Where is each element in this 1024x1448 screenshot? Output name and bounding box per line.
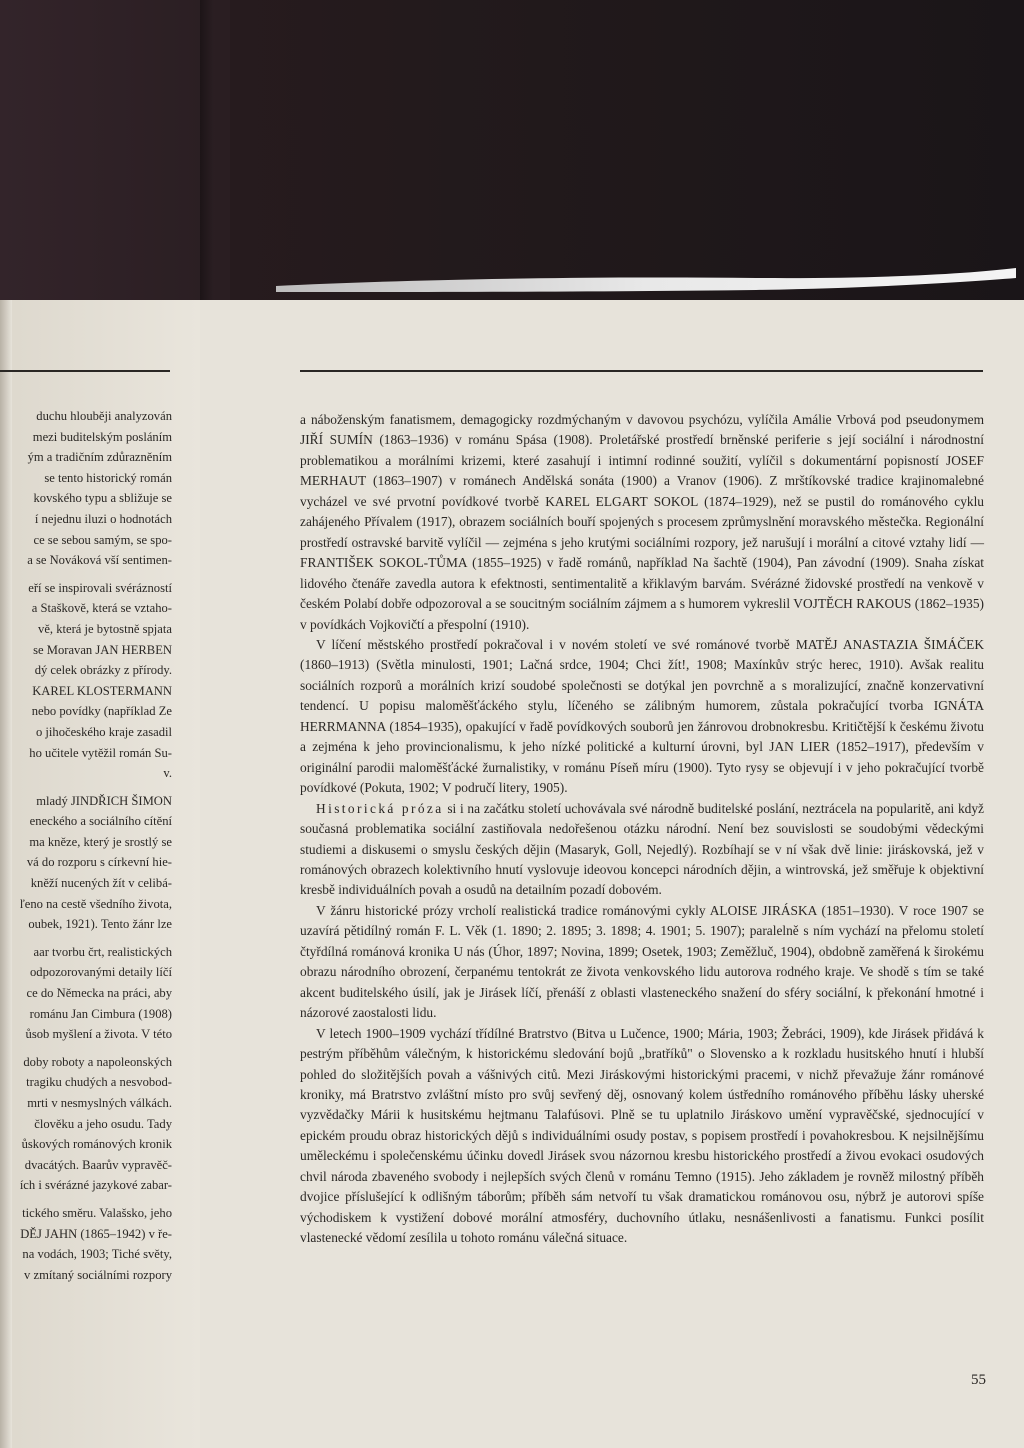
left-text-line: v. [163, 766, 172, 781]
left-text-line: ce se sebou samým, se spo- [33, 532, 172, 547]
left-paragraph [0, 578, 172, 784]
left-text-line: oubek, 1921). Tento žánr lze [28, 917, 172, 932]
left-page-text-column [0, 406, 172, 1366]
left-text-line: dý celek obrázky z přírody. [34, 663, 172, 678]
left-text-line: v zmítaný sociálními rozpory [24, 1267, 172, 1282]
left-text-line: mrti v nesmyslných válkách. [27, 1096, 172, 1110]
left-text-line: ce do Německa na práci, aby [26, 986, 172, 1001]
paragraph-2: V líčení městského prostředí pokračoval i v novém století ve své románové tvorbě MATĚJ ANASTAZIA ŠIMÁČEK (1860–1913) (Světla minulosti, 1901; Lačná srdce, 1904; Chci žít!, 1908; Maxínkův strýc herec, 1910). Avšak realitu sociálních rozporů a morálních krizí soudobé společnosti se dotýkal jen povrchně a s moralizující, značně konzervativní tendencí. U popisu maloměšťáckého stylu, líčeného se zálibným humorem, zůstala pokračující tvorba IGNÁTA HERRMANNA (1854–1935), opakující v řadě povídkových souborů jen žánrovou drobnokresbu. Kritičtější k českému životu a zejména k jeho provincionalismu, k jeho nízké politické a kulturní úrovni, byl JAN LIER (1852–1917), především v originální parodii maloměšťácké žurnalistiky, v románu Píseň míru (1900). Tyto rysy se objevují i v jeho pokračující tvorbě povídkové (Pokuta, 1902; V područí litery, 1905). [300, 636, 984, 796]
left-text-line: kovského typu a sbližuje se [33, 491, 172, 506]
left-text-line: se Moravan JAN HERBEN [33, 642, 172, 657]
left-text-line: na vodách, 1903; Tiché světy, [22, 1247, 172, 1262]
left-paragraph [0, 1203, 172, 1285]
left-text-line: odpozorovanými detaily líčí [30, 965, 172, 980]
left-paragraph [0, 942, 172, 1045]
left-text-line: duchu hlouběji analyzován [36, 409, 172, 423]
left-text-line: ma kněze, který je srostlý se [29, 834, 172, 849]
left-text-line: doby roboty a napoleonských [23, 1054, 172, 1069]
left-text-line: eří se inspirovali svérázností [28, 580, 172, 595]
left-text-line: mladý JINDŘICH ŠIMON [36, 793, 172, 808]
section-heading: Historická próza [316, 800, 444, 816]
left-text-line: mezi buditelským posláním [32, 429, 172, 444]
paragraph-4: V žánru historické prózy vrcholí realistická tradice románovými cykly ALOISE JIRÁSKA (1851–1930). V roce 1907 se uzavírá pětidílný román F. L. Věk (1. 1890; 2. 1895; 3. 1898; 4. 1901; 5. 1907); paralelně s ním vychází na přelomu století čtyřdílná románová kronika U nás (Úhor, 1897; Novina, 1899; Osetek, 1903; Zeměžluč, 1904), obdobně zaměřená k širokému obrazu národního obrození, čerpanému tentokrát ze života venkovského lidu autorova rodného kraje. Ve shodě s tím se také akcent buditelského úsilí, jak je Jirásek líčí, přenáší z oblasti vlasteneckého snažení do sféry sociální, k překonání hmotné i názorové zaostalosti lidu. [300, 902, 984, 1021]
left-text-line: a se Nováková vší sentimen- [27, 553, 172, 568]
left-text-line: dvacátých. Baarův vypravěč- [24, 1157, 172, 1172]
left-text-line: nebo povídky (například Ze [31, 704, 172, 719]
left-text-line: DĚJ JAHN (1865–1942) v ře- [20, 1226, 172, 1241]
left-text-line: se tento historický román [44, 470, 172, 485]
header-rule-left [0, 370, 170, 372]
left-text-line: eneckého a sociálního cítění [29, 814, 172, 829]
left-paragraph [0, 1052, 172, 1196]
left-text-line: ích i svérázné jazykové zabar- [19, 1178, 172, 1193]
paragraph-3-text: si i na začátku století uchovávala své národně buditelské poslání, neztrácela na popularitě, ani když současná problematika sociální zastiňovala nedořešenou otázku národní. Není bez souvislosti se soudobými vědeckými studiemi a diskusemi o smyslu českých dějin (Masaryk, Goll, Nejedlý). Rozbíhají se v ní však dvě linie: jiráskovská, jež v románových obrazech kolektivního hnutí vyslovuje ideovou koncepci národních dějin, a wintrovská, jež směřuje k objektivní kresbě individuálních povah a osudů na detailním pozadí dobovém. [300, 800, 984, 898]
left-text-line: aar tvorbu črt, realistických [33, 944, 172, 959]
left-text-line: člověku a jeho osudu. Tady [34, 1116, 172, 1131]
left-text-line: tragiku chudých a nesvobod- [26, 1075, 172, 1090]
left-text-line: í nejednu iluzi o hodnotách [34, 511, 172, 526]
header-rule-right [300, 370, 983, 372]
book-cover-background [0, 0, 1024, 300]
left-text-line: ůskových románových kronik [21, 1137, 172, 1152]
paragraph-5: V letech 1900–1909 vychází třídílné Bratrstvo (Bitva u Lučence, 1900; Mária, 1903; Žebráci, 1909), kde Jirásek přidává k pestrým příběhům válečným, k historickému sledování bojů „bratříků" o Slovensko a k rozkladu husitského hnutí i hlubší pohled do složitějších povah a vášnivých citů. Mezi Jiráskovými historickými pracemi, v nichž převažuje žánr románové kroniky, má Bratrstvo zvláštní místo pro svůj sevřený děj, osnovaný kolem ústředního románového příběhu lásky uherské vyzvědačky Márii k husitskému hejtmanu Talafúsovi. Plně se tu uplatnilo Jiráskovo umění vypravěčské, sjednocující v epickém proudu obraz historických dějů s individuálními osudy postav, s popisem prostředí i povahokresbou. K nejsilnějšímu uměleckému i společenskému účinku dovedl Jirásek svou názornou kresbu historického prostředí a živou evokaci osudových chvil národa zbaveného svobody i nejlepších svých členů v románu Temno (1915). Jeho základem je rovněž milostný příběh dvojice příslušející k odlišným táborům; příběh sám netvoří tu však dramatickou románovou osu, nýbrž je autorovi spíše východiskem k vystižení dobové morální atmosféry, duchovního útlaku, nesnášenlivosti a fanatismu. Funkci posílit vlastenecké vědomí zesílila u tohoto románu válečná situace. [300, 1025, 984, 1246]
left-text-line: románu Jan Cimbura (1908) [29, 1006, 172, 1021]
left-text-line: ůsob myšlení a života. V této [25, 1027, 172, 1042]
left-text-line: o jihočeského kraje zasadil [35, 724, 172, 739]
main-text-column [300, 410, 984, 1350]
left-text-line: kněží nucených žít v celibá- [30, 876, 172, 891]
left-text-line: KAREL KLOSTERMANN [32, 683, 172, 698]
left-text-line: ľeno na cestě všedního života, [19, 896, 172, 911]
left-text-line: vě, která je bytostně spjata [38, 621, 172, 636]
left-paragraph [0, 406, 172, 571]
left-text-line: vá do rozporu s církevní hie- [26, 855, 172, 870]
left-paragraph [0, 791, 172, 935]
left-text-line: ým a tradičním zdůrazněním [27, 450, 172, 465]
paragraph-1: a náboženským fanatismem, demagogicky rozdmýchaným v davovou psychózu, vylíčila Amálie Vrbová pod pseudonymem JIŘÍ SUMÍN (1863–1936) v románu Spása (1908). Proletářské prostředí brněnské periferie s její sociální i národnostní problematikou a morálními krizemi, které zasahují i intimní rodinné soužití, vylíčil s dokumentární popisností JOSEF MERHAUT (1863–1907) v románech Andělská sonáta (1900) a Vranov (1906). Z mrštíkovské tradice krajinomalebné vycházel ve své prvotní povídkové tvorbě KAREL ELGART SOKOL (1874–1929), než se pustil do románového cyklu zahájeného Přívalem (1917), obrazem sociálních bouří spojených s procesem zprůmyslnění moravského městečka. Regionální prostředí ostravské barvitě vylíčil — zejména s jeho krutými sociálními rozpory, jež narušují i morální a citové vztahy lidí — FRANTIŠEK SOKOL-TŮMA (1855–1925) v řadě románů, například Na šachtě (1904), Pan závodní (1909). Snaha získat lidového čtenáře zavedla autora k efektnosti, sentimentalitě a křiklavým barvám. Svérázné židovské prostředí na venkově v českém Polabí dobře odpozoroval a se soucitným sociálním zájmem a s humorem vykreslil VOJTĚCH RAKOUS (1862–1935) v povídkách Vojkovičtí a přespolní (1910). [300, 412, 984, 632]
bookmark-ribbon [276, 266, 1016, 292]
page-number: 55 [971, 1372, 986, 1388]
paragraph-3 [300, 799, 984, 901]
fold-shadow [200, 0, 214, 300]
left-text-line: tického směru. Valašsko, jeho [22, 1205, 172, 1220]
page-fold [0, 0, 230, 300]
left-text-line: a Staškově, která se vztaho- [31, 601, 172, 616]
left-text-line: ho učitele vytěžil román Su- [29, 745, 172, 760]
